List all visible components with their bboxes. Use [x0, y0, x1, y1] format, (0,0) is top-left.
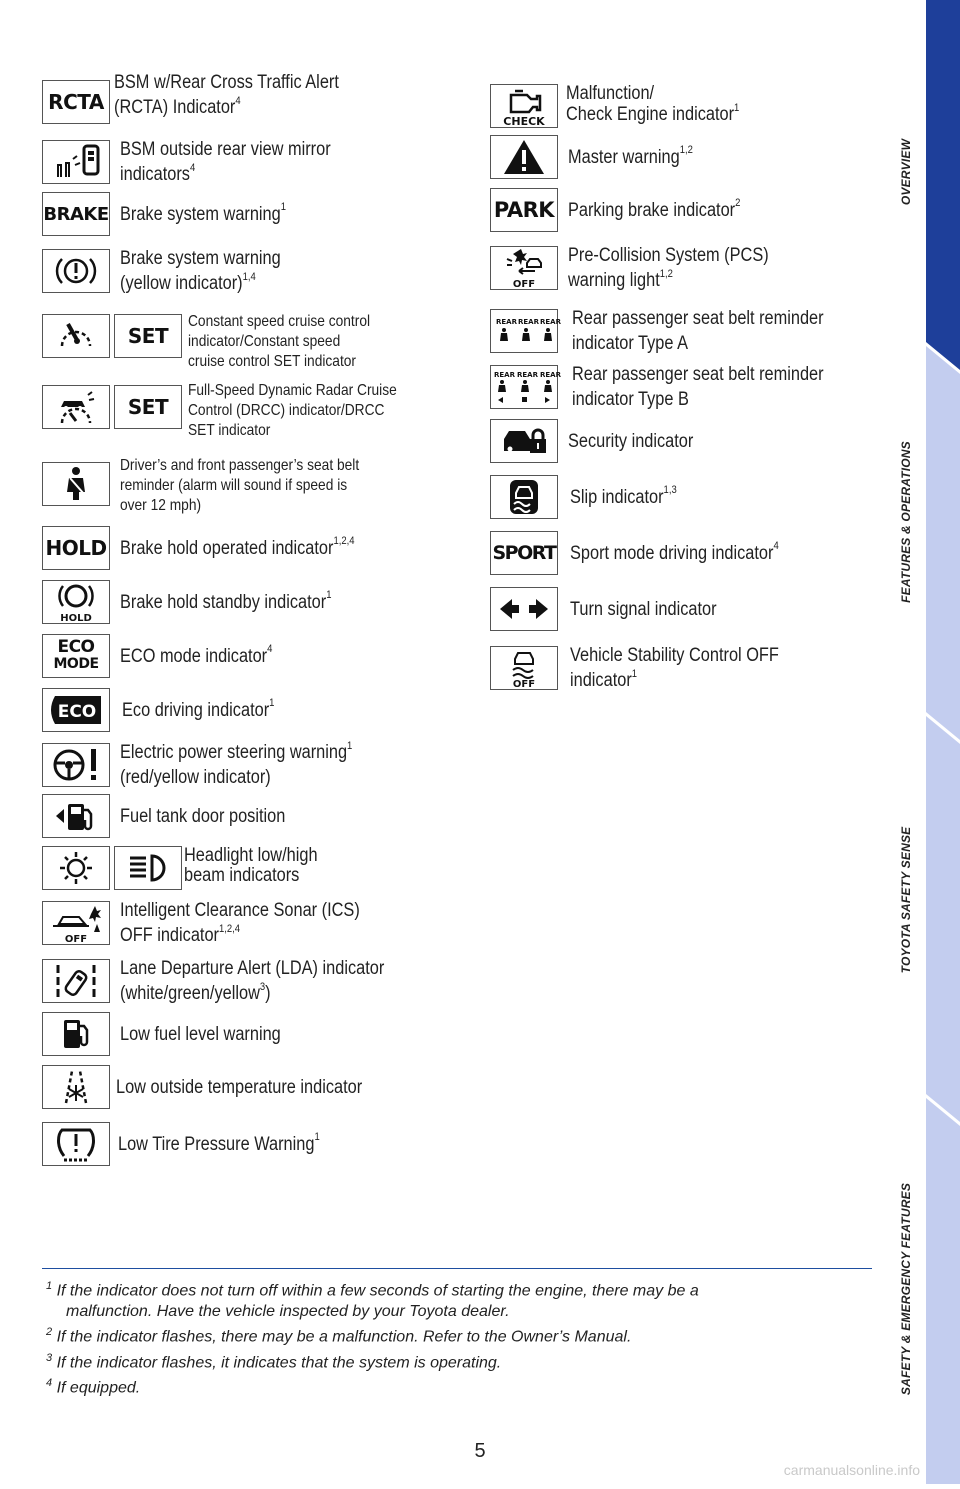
tab-tss-bg[interactable] [926, 716, 960, 1122]
list-item-check-engine [490, 84, 768, 128]
label: Constant speed cruise control indicator/Constant speed cruise control SET indicator [188, 313, 371, 370]
list-item-rear-seatbelt-a [490, 306, 865, 356]
list-item-fuel-door [42, 794, 312, 838]
low-temp-icon [42, 1065, 110, 1109]
label: Brake system warning (yellow indicator)$^{1,4}$ [120, 248, 281, 294]
label: Low Tire Pressure Warning$^1$ [118, 1131, 320, 1155]
turn-signal-icon [490, 587, 558, 631]
lda-icon [42, 959, 110, 1003]
label: ECO mode indicator$^4$ [120, 643, 273, 667]
sport-text-icon: SPORT [490, 531, 558, 575]
section-sidebar [926, 0, 960, 1484]
list-item-seatbelt [42, 452, 398, 516]
brake-text-icon: BRAKE [42, 192, 110, 236]
tire-pressure-icon [42, 1122, 110, 1166]
svg-text:OFF: OFF [512, 279, 536, 290]
pcs-off-icon [490, 246, 558, 290]
label: Eco driving indicator$^1$ [122, 697, 275, 721]
headlight-low-icon [42, 846, 110, 890]
svg-text:REAR: REAR [540, 371, 561, 379]
list-item-low-temp [42, 1065, 402, 1109]
tab-overview-bg[interactable] [926, 0, 960, 370]
label: Intelligent Clearance Sonar (ICS) OFF indicator$^{1,2,4}$ [120, 900, 360, 946]
rear-seatbelt-b-icon [490, 365, 561, 409]
label: Low outside temperature indicator [116, 1076, 363, 1098]
radar-cruise-icon [42, 385, 110, 429]
label: Brake hold standby indicator$^1$ [120, 589, 332, 613]
label: Malfunction/ Check Engine indicator$^1$ [566, 83, 740, 125]
hold-standby-icon [42, 580, 110, 624]
steering-warning-icon [42, 743, 110, 787]
label: Brake hold operated indicator$^{1,2,4}$ [120, 535, 355, 559]
label: Security indicator [568, 430, 694, 452]
mirror-icon [42, 140, 110, 184]
brake-circle-icon [42, 249, 110, 293]
svg-text:CHECK: CHECK [503, 115, 545, 128]
label: Lane Departure Alert (LDA) indicator (white/green/yellow$^3$) [120, 958, 385, 1004]
svg-text:REAR: REAR [494, 371, 515, 379]
eco-driving-icon [42, 688, 110, 732]
label: Turn signal indicator [570, 598, 717, 620]
list-item-bsm-mirror [42, 137, 365, 187]
label: Electric power steering warning$^1$ (red/yellow indicator) [120, 739, 353, 788]
list-item-sport-mode [490, 531, 813, 575]
label: Driver’s and front passenger’s seat belt reminder (alarm will sound if speed is over 12 mph) [120, 457, 360, 514]
label: Full-Speed Dynamic Radar Cruise Control (DRCC) indicator/DRCC SET indicator [188, 382, 397, 439]
list-item-brake [42, 192, 313, 236]
security-icon [490, 419, 558, 463]
tab-toyota-safety-sense[interactable]: TOYOTA SAFETY SENSE [899, 826, 913, 974]
tab-features-bg[interactable] [926, 346, 960, 740]
label: Low fuel level warning [120, 1023, 281, 1045]
rcta-icon: RCTA [42, 80, 110, 124]
list-item-eco-driving [42, 688, 299, 732]
footnote-divider [42, 1268, 872, 1269]
list-item-parking-brake [490, 188, 768, 232]
label: Slip indicator$^{1,3}$ [570, 484, 677, 508]
label: Master warning$^{1,2}$ [568, 144, 693, 168]
tab-safety-bg[interactable] [926, 1098, 960, 1484]
set-icon: SET [114, 385, 182, 429]
list-item-turn-signal [490, 587, 740, 631]
page-number: 5 [474, 1440, 486, 1462]
label: Rear passenger seat belt reminder indicator Type A [572, 308, 824, 354]
ics-off-icon [42, 901, 110, 945]
svg-text:HOLD: HOLD [60, 613, 92, 624]
list-item-pcs [490, 243, 801, 293]
list-item-eco-mode [42, 634, 297, 678]
list-item-ics-off [42, 898, 399, 948]
list-item-low-fuel [42, 1012, 307, 1056]
high-beam-icon [114, 846, 182, 890]
label: Headlight low/high beam indicators [184, 845, 318, 886]
list-item-eps-warning [42, 740, 390, 790]
fuel-door-icon [42, 794, 110, 838]
label: Vehicle Stability Control OFF indicator$^1$ [570, 645, 779, 691]
footnote-2: $^2$ If the indicator flashes, there may be a malfunction. Refer to the Owner’s Manual. [46, 1326, 632, 1346]
hold-text-icon: HOLD [42, 526, 110, 570]
svg-text:REAR: REAR [518, 318, 539, 326]
master-warning-icon [490, 135, 558, 179]
vsc-off-icon [490, 646, 558, 690]
seatbelt-icon [42, 462, 110, 506]
list-item-security [490, 419, 714, 463]
svg-text:REAR: REAR [496, 318, 517, 326]
svg-text:OFF: OFF [512, 679, 536, 690]
tab-safety-emergency[interactable]: SAFETY & EMERGENCY FEATURES [899, 1182, 913, 1396]
list-item-headlight [42, 846, 339, 890]
label: Parking brake indicator$^2$ [568, 197, 741, 221]
footnote-4: $^4$ If equipped. [46, 1376, 141, 1397]
speedometer-icon [42, 314, 110, 358]
set-icon: SET [114, 314, 182, 358]
list-item-brake-yellow [42, 246, 307, 296]
tab-features-operations[interactable]: FEATURES & OPERATIONS [899, 441, 913, 603]
check-engine-icon [490, 84, 558, 128]
rear-seatbelt-a-icon [490, 309, 561, 353]
list-item-rear-seatbelt-b [490, 362, 865, 412]
list-item-master-warning [490, 135, 713, 179]
list-item-lda [42, 956, 427, 1006]
list-item-rcta [42, 72, 376, 124]
svg-text:ECO: ECO [57, 702, 97, 722]
slip-icon [490, 475, 558, 519]
fuel-icon [42, 1012, 110, 1056]
park-text-icon: PARK [490, 188, 558, 232]
svg-text:OFF: OFF [64, 934, 88, 945]
svg-text:REAR: REAR [540, 318, 561, 326]
label: Brake system warning$^1$ [120, 201, 287, 225]
list-item-cruise-control [42, 300, 400, 372]
list-item-brake-hold-standby [42, 580, 366, 624]
footnote-1: $^1$ If the indicator does not turn off within a few seconds of starting the engine, there may be a malfunction. Have the vehicle inspected by your Toyota dealer. [46, 1280, 699, 1321]
list-item-slip [490, 475, 694, 519]
watermark: carmanualsonline.info [783, 1462, 920, 1478]
tab-overview[interactable]: OVERVIEW [899, 138, 913, 206]
label: Pre-Collision System (PCS) warning light$^{1,2}$ [568, 245, 769, 291]
svg-text:REAR: REAR [517, 371, 538, 379]
list-item-brake-hold-operated [42, 526, 393, 570]
sidebar-tabs-graphic [926, 0, 960, 1484]
footnotes [46, 1276, 866, 1398]
list-item-drcc [42, 373, 431, 441]
eco-mode-text-icon: ECO MODE [42, 634, 110, 678]
list-item-vsc-off [490, 643, 813, 693]
label: Fuel tank door position [120, 805, 286, 827]
label: BSM w/Rear Cross Traffic Alert (RCTA) Indicator$^4$ [114, 72, 339, 118]
label: Rear passenger seat belt reminder indicator Type B [572, 364, 824, 410]
label: Sport mode driving indicator$^4$ [570, 540, 779, 564]
label: BSM outside rear view mirror indicators$^4$ [120, 139, 331, 185]
footnote-3: $^3$ If the indicator flashes, it indicates that the system is operating. [46, 1351, 502, 1371]
list-item-tire-pressure [42, 1122, 353, 1166]
